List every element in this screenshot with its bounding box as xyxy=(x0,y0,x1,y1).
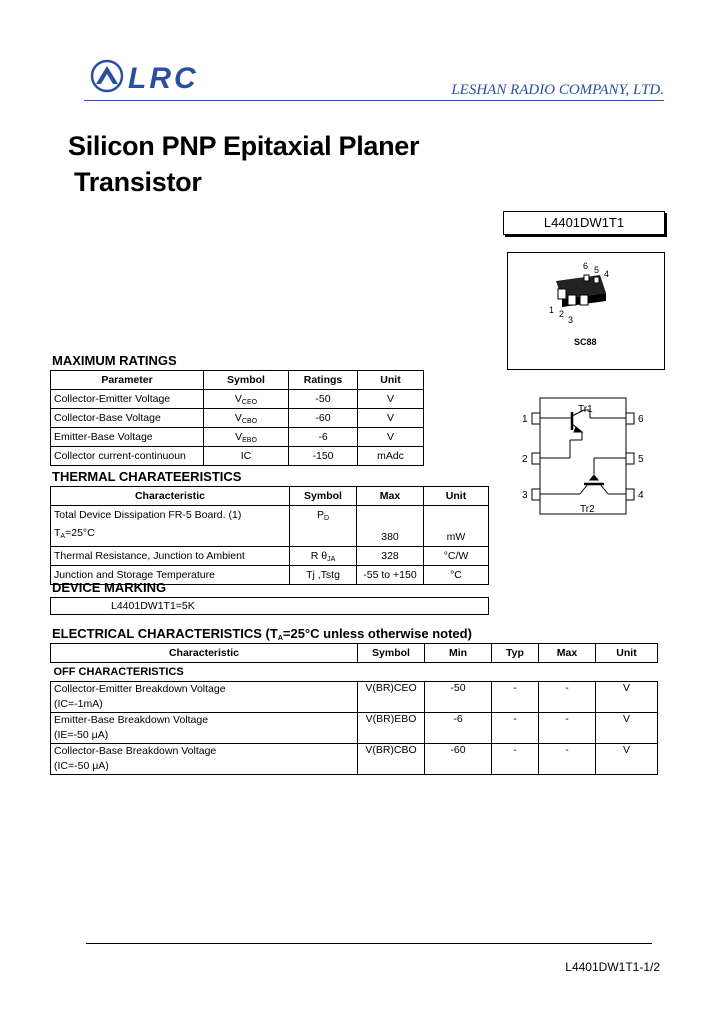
max-ratings-table xyxy=(50,370,424,466)
column-header: Unit xyxy=(358,371,424,390)
symbol-cell: Tj ,Tstg xyxy=(290,566,357,585)
electrical-table xyxy=(50,643,658,775)
unit-cell: V xyxy=(358,390,424,409)
thermal-table xyxy=(50,486,489,585)
marking-row xyxy=(50,597,489,615)
max-cell: - xyxy=(539,682,596,713)
max-cell: - xyxy=(539,713,596,744)
pin-label: 2 xyxy=(522,454,528,465)
pin-label: 3 xyxy=(522,490,528,501)
column-header: Symbol xyxy=(204,371,289,390)
footer-divider xyxy=(86,943,652,944)
value-cell: -55 to +150 xyxy=(357,566,424,585)
pin-label: 1 xyxy=(549,305,555,315)
param-cell: Collector-Emitter Voltage xyxy=(51,390,204,409)
tr1-label: Tr1 xyxy=(578,404,593,415)
table-row xyxy=(51,547,489,566)
column-header: Unit xyxy=(424,487,489,506)
symbol-cell: $V_{EBO}$ xyxy=(204,428,289,447)
symbol-cell: $V_{CEO}$ xyxy=(204,390,289,409)
symbol-cell: V(BR)CBO xyxy=(358,744,425,775)
table-row xyxy=(51,409,424,428)
pin-label: 2 xyxy=(559,309,565,319)
pin-label: 4 xyxy=(604,269,610,279)
table-header-row xyxy=(51,644,658,663)
package-body-icon xyxy=(556,275,606,307)
column-header: Characteristic xyxy=(51,644,358,663)
value-cell: -60 xyxy=(289,409,358,428)
value-cell: -6 xyxy=(289,428,358,447)
column-header: Unit xyxy=(596,644,658,663)
tr2-label: Tr2 xyxy=(580,504,595,515)
pin-label: 6 xyxy=(583,261,589,271)
title-line-1: Silicon PNP Epitaxial Planer xyxy=(68,131,420,161)
pin-label: 4 xyxy=(638,490,644,501)
column-header: Parameter xyxy=(51,371,204,390)
typ-cell: - xyxy=(492,744,539,775)
typ-cell: - xyxy=(492,713,539,744)
unit-cell: V xyxy=(358,428,424,447)
param-cell: Junction and Storage Temperature xyxy=(51,566,290,585)
table-row xyxy=(51,506,489,547)
value-cell: -50 xyxy=(289,390,358,409)
value-cell: -150 xyxy=(289,447,358,466)
column-header: Ratings xyxy=(289,371,358,390)
param-cell: Thermal Resistance, Junction to Ambient xyxy=(51,547,290,566)
pin-label: 5 xyxy=(594,265,600,275)
table-row xyxy=(51,682,658,713)
column-header: Max xyxy=(539,644,596,663)
transistor-tr1-icon xyxy=(540,410,626,458)
param-cell: Collector current-continuoun xyxy=(51,447,204,466)
page-footer: L4401DW1T1-1/2 xyxy=(565,960,660,974)
part-number-box: L4401DW1T1 xyxy=(503,211,665,235)
company-name: LESHAN RADIO COMPANY, LTD. xyxy=(451,82,664,98)
table-header-row xyxy=(51,487,489,506)
thermal-title: THERMAL CHARATEERISTICS xyxy=(52,469,242,484)
min-cell: -6 xyxy=(425,713,492,744)
unit-cell: V xyxy=(596,744,658,775)
symbol-cell: V(BR)EBO xyxy=(358,713,425,744)
param-cell: Collector-Base Breakdown Voltage (IC=-50 μA) xyxy=(51,744,358,775)
unit-cell: °C xyxy=(424,566,489,585)
symbol-cell: R $\theta_{JA}$ xyxy=(290,547,357,566)
param-cell: Total Device Dissipation FR-5 Board. (1) $T_A=25^\circ C$ xyxy=(51,506,290,547)
marking-title: DEVICE MARKING xyxy=(52,580,167,595)
value-cell: 328 xyxy=(357,547,424,566)
package-drawing xyxy=(507,252,665,370)
package-name: SC88 xyxy=(574,337,597,347)
pin-label: 6 xyxy=(638,414,644,425)
symbol-cell: $V_{CBO}$ xyxy=(204,409,289,428)
pinout-schematic xyxy=(510,380,663,516)
min-cell: -60 xyxy=(425,744,492,775)
table-row xyxy=(51,390,424,409)
column-header: Max xyxy=(357,487,424,506)
column-header: Min xyxy=(425,644,492,663)
column-header: Symbol xyxy=(358,644,425,663)
pin-label: 3 xyxy=(568,315,574,325)
transistor-tr2-icon xyxy=(540,458,626,494)
unit-cell: mAdc xyxy=(358,447,424,466)
company-logo xyxy=(90,58,220,98)
min-cell: -50 xyxy=(425,682,492,713)
electrical-title: ELECTRICAL CHARACTERISTICS ($T_A=25^\circ C$ unless otherwise noted) xyxy=(52,626,472,642)
section-row xyxy=(51,663,658,682)
unit-cell: °C/W xyxy=(424,547,489,566)
typ-cell: - xyxy=(492,682,539,713)
title-line-2: Transistor xyxy=(74,167,202,197)
column-header: Characteristic xyxy=(51,487,290,506)
unit-cell: V xyxy=(596,682,658,713)
unit-cell: V xyxy=(358,409,424,428)
max-ratings-title: MAXIMUM RATINGS xyxy=(52,353,177,368)
unit-cell: V xyxy=(596,713,658,744)
param-cell: Emitter-Base Voltage xyxy=(51,428,204,447)
table-row xyxy=(51,744,658,775)
marking-text: L4401DW1T1=5K xyxy=(111,600,195,612)
column-header: Typ xyxy=(492,644,539,663)
param-cell: Collector-Emitter Breakdown Voltage (IC=-1mA) xyxy=(51,682,358,713)
pin-label: 5 xyxy=(638,454,644,465)
table-row xyxy=(51,428,424,447)
symbol-cell: IC xyxy=(204,447,289,466)
symbol-cell: V(BR)CEO xyxy=(358,682,425,713)
table-row xyxy=(51,447,424,466)
value-cell: 380 xyxy=(357,506,424,547)
unit-cell: mW xyxy=(424,506,489,547)
section-label: OFF CHARACTERISTICS xyxy=(51,663,658,682)
table-row xyxy=(51,713,658,744)
logo-text: LRC xyxy=(128,62,199,95)
column-header: Symbol xyxy=(290,487,357,506)
max-cell: - xyxy=(539,744,596,775)
pin-label: 1 xyxy=(522,414,528,425)
header-divider xyxy=(84,100,664,101)
param-cell: Collector-Base Voltage xyxy=(51,409,204,428)
page-title xyxy=(68,128,419,200)
param-cell: Emitter-Base Breakdown Voltage (IE=-50 μA) xyxy=(51,713,358,744)
symbol-cell: $P_D$ xyxy=(290,506,357,547)
table-header-row xyxy=(51,371,424,390)
